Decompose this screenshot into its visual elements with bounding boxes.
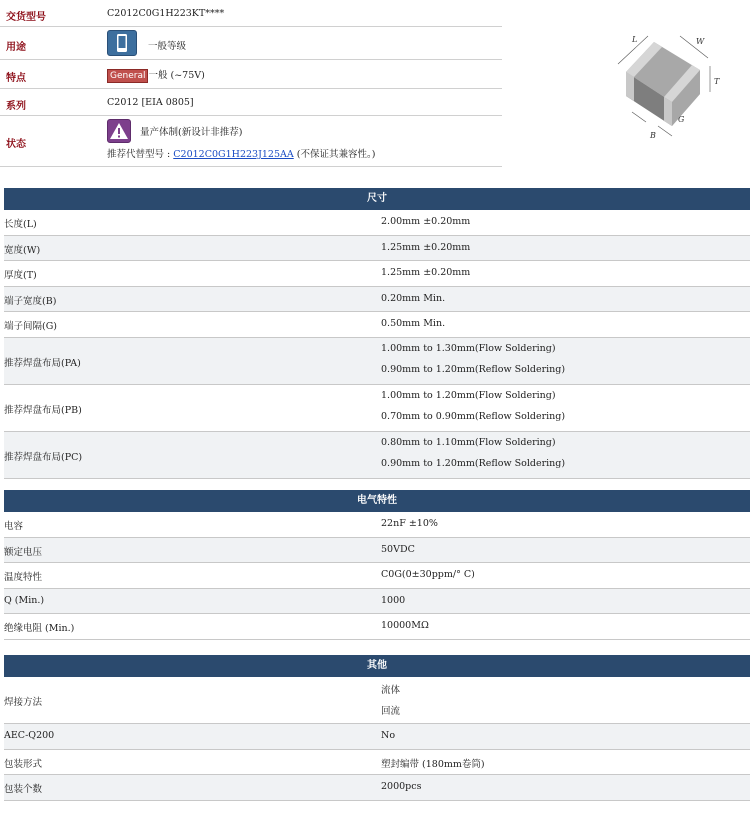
status-label: 状态 <box>6 139 26 150</box>
row-value: 2000pcs <box>381 781 422 793</box>
table-row <box>4 432 750 479</box>
warning-icon <box>107 119 131 143</box>
replacement-note: (不保证其兼容性。) <box>296 149 376 160</box>
feature-value <box>107 67 205 83</box>
table-row <box>4 677 750 724</box>
general-badge: General <box>107 69 148 83</box>
row-label: 端子宽度(B) <box>4 295 57 307</box>
mobile-device-icon <box>107 30 137 56</box>
table-row <box>4 512 750 538</box>
replacement-line <box>107 146 375 160</box>
table-row <box>4 210 750 236</box>
row-value: 1.00mm to 1.20mm(Flow Soldering) <box>381 389 556 401</box>
table-row <box>4 338 750 385</box>
usage-label: 用途 <box>6 42 26 53</box>
series-value: C2012 [EIA 0805] <box>107 97 194 108</box>
electrical-section <box>4 490 750 640</box>
electrical-header: 电气特性 <box>4 490 750 512</box>
row-label: 绝缘电阻 (Min.) <box>4 623 75 635</box>
diagram-label-G: G <box>678 115 685 124</box>
row-label: 长度(L) <box>4 219 37 231</box>
row-label: 焊接方法 <box>4 697 43 708</box>
row-label: 电容 <box>4 521 24 533</box>
row-value: 0.90mm to 1.20mm(Reflow Soldering) <box>381 457 566 469</box>
row-label: 端子间隔(G) <box>4 321 58 333</box>
table-row <box>4 614 750 640</box>
series-row <box>0 89 502 116</box>
row-label: 厚度(T) <box>4 270 37 282</box>
dimensions-section <box>4 188 750 479</box>
series-label: 系列 <box>6 101 26 112</box>
diagram-label-B: B <box>650 131 656 140</box>
other-section <box>4 655 750 801</box>
usage-value: 一般等级 <box>148 41 187 52</box>
part-number-value: C2012C0G1H223KT**** <box>107 8 225 19</box>
feature-row <box>0 60 502 89</box>
row-value: 0.20mm Min. <box>381 292 446 304</box>
other-header: 其他 <box>4 655 750 677</box>
row-value: No <box>381 730 396 742</box>
row-value: 流体 <box>381 685 401 696</box>
table-row <box>4 287 750 313</box>
row-label: 推荐焊盘布局(PC) <box>4 451 83 463</box>
row-value: 1.00mm to 1.30mm(Flow Soldering) <box>381 342 556 354</box>
table-row <box>4 724 750 750</box>
table-row <box>4 236 750 262</box>
row-label: 推荐焊盘布局(PB) <box>4 404 82 416</box>
row-label: AEC-Q200 <box>4 730 55 742</box>
row-value: 1.25mm ±0.20mm <box>381 241 471 253</box>
row-value: 塑封编带 (180mm卷筒) <box>381 758 485 770</box>
status-value: 量产体制(新设计非推荐) <box>140 127 243 138</box>
diagram-label-L: L <box>632 35 638 44</box>
row-value: 回流 <box>381 706 401 717</box>
row-value: 0.80mm to 1.10mm(Flow Soldering) <box>381 436 556 448</box>
status-row <box>0 116 502 167</box>
dimensions-header: 尺寸 <box>4 188 750 210</box>
row-value: 0.90mm to 1.20mm(Reflow Soldering) <box>381 363 566 375</box>
row-value: 0.70mm to 0.90mm(Reflow Soldering) <box>381 410 566 422</box>
table-row <box>4 261 750 287</box>
row-label: 额定电压 <box>4 546 43 558</box>
table-row <box>4 775 750 801</box>
row-value: 2.00mm ±0.20mm <box>381 216 471 228</box>
row-value: C0G(0±30ppm/° C) <box>381 569 475 581</box>
row-value: 0.50mm Min. <box>381 318 446 330</box>
row-value: 10000MΩ <box>381 620 429 632</box>
row-value: 50VDC <box>381 543 415 555</box>
row-label: 宽度(W) <box>4 244 41 256</box>
row-label: 推荐焊盘布局(PA) <box>4 357 81 369</box>
row-label: 包装个数 <box>4 784 43 796</box>
replacement-prefix: 推荐代替型号 : <box>107 149 171 160</box>
diagram-label-T: T <box>714 77 720 86</box>
row-value: 22nF ±10% <box>381 518 438 530</box>
diagram-label-W: W <box>696 37 705 46</box>
table-row <box>4 385 750 432</box>
table-row <box>4 589 750 615</box>
feature-label: 特点 <box>6 73 26 84</box>
row-label: 温度特性 <box>4 572 43 584</box>
part-number-row <box>0 0 502 27</box>
part-number-label: 交货型号 <box>6 12 46 23</box>
table-row <box>4 563 750 589</box>
usage-row <box>0 27 502 60</box>
replacement-part-link[interactable]: C2012C0G1H223J125AA <box>173 149 294 160</box>
chip-dimension-diagram <box>596 20 726 140</box>
feature-text: 一般 (~75V) <box>148 70 205 81</box>
row-label: Q (Min.) <box>4 594 45 606</box>
table-row <box>4 750 750 776</box>
row-label: 包装形式 <box>4 758 43 770</box>
table-row <box>4 312 750 338</box>
row-value: 1.25mm ±0.20mm <box>381 267 471 279</box>
table-row <box>4 538 750 564</box>
row-value: 1000 <box>381 594 406 606</box>
product-summary <box>0 0 502 167</box>
